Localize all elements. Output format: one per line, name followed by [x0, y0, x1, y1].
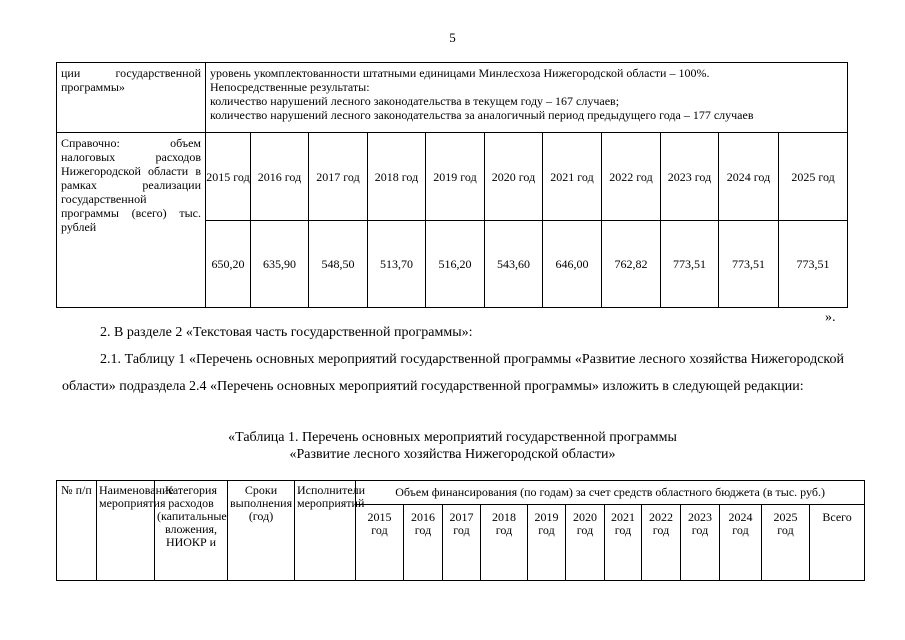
value-cell: 513,70: [368, 221, 426, 308]
year-cell: 2023 год: [661, 133, 719, 221]
years-row: [57, 133, 848, 221]
year-header: 2016 год: [404, 505, 443, 581]
col-executors-header: Исполнители мероприятий: [295, 481, 356, 581]
year-cell: 2017 год: [309, 133, 368, 221]
result-line: Непосредственные результаты:: [210, 80, 370, 94]
page-number: 5: [449, 30, 456, 45]
quote-end-mark: ».: [825, 310, 836, 325]
value-cell: 762,82: [602, 221, 661, 308]
result-line: количество нарушений лесного законодательства в текущем году – 167 случаев;: [210, 94, 620, 108]
value-cell: 773,51: [719, 221, 779, 308]
year-cell: 2025 год: [779, 133, 848, 221]
funding-header: Объем финансирования (по годам) за счет средств областного бюджета (в тыс. руб.): [356, 481, 865, 505]
year-header: 2021 год: [605, 505, 642, 581]
value-cell: 650,20: [206, 221, 251, 308]
year-header: 2018 год: [481, 505, 528, 581]
year-cell: 2024 год: [719, 133, 779, 221]
paragraph-section-2: 2. В разделе 2 «Текстовая часть государственной программы»:: [100, 325, 473, 340]
results-cell: [206, 63, 848, 133]
results-row: [57, 63, 848, 133]
col-name-header: Наименование мероприятия: [97, 481, 155, 581]
value-cell: 516,20: [426, 221, 485, 308]
year-cell: 2016 год: [251, 133, 309, 221]
col-deadline-header: Сроки выполнения (год): [228, 481, 295, 581]
program-summary-table: [56, 62, 848, 308]
value-cell: 773,51: [779, 221, 848, 308]
year-cell: 2022 год: [602, 133, 661, 221]
header-row: [57, 481, 865, 505]
col-category-header: Категория расходов (капитальные вложения, НИОКР и: [155, 481, 228, 581]
year-header: 2017 год: [443, 505, 481, 581]
value-cell: 646,00: [543, 221, 602, 308]
value-cell: 635,90: [251, 221, 309, 308]
paragraph-item-2-1: 2.1. Таблицу 1 «Перечень основных мероприятий государственной программы «Развитие лесного хозяйства Нижегородской области» подраздела 2.4 «Перечень основных мероприятий государственной программы» изложить в следующей редакции:: [62, 352, 844, 394]
value-cell: 543,60: [485, 221, 543, 308]
year-cell: 2021 год: [543, 133, 602, 221]
result-line: количество нарушений лесного законодательства за аналогичный период предыдущего года – 177 случаев: [210, 108, 754, 122]
year-header: 2015 год: [356, 505, 404, 581]
year-header: 2024 год: [720, 505, 762, 581]
year-cell: 2020 год: [485, 133, 543, 221]
year-header: 2020 год: [566, 505, 605, 581]
value-cell: 548,50: [309, 221, 368, 308]
value-cell: 773,51: [661, 221, 719, 308]
year-cell: 2015 год: [206, 133, 251, 221]
total-header: Всего: [810, 505, 865, 581]
table-title-line-1: «Таблица 1. Перечень основных мероприятий государственной программы: [228, 430, 677, 445]
tax-expenditure-label: Справочно: объем налоговых расходов Нижегородской области в рамках реализации государственной программы (всего) тыс. рублей: [57, 133, 206, 308]
year-header: 2023 год: [681, 505, 720, 581]
table-title-line-2: «Развитие лесного хозяйства Нижегородской области»: [289, 447, 616, 462]
col-number-header: № п/п: [57, 481, 97, 581]
year-header: 2019 год: [528, 505, 566, 581]
result-line: уровень укомплектованности штатными единицами Минлесхоза Нижегородской области – 100%.: [210, 66, 710, 80]
year-cell: 2018 год: [368, 133, 426, 221]
continued-label-cell: ции государственной программы»: [57, 63, 206, 133]
year-header: 2022 год: [642, 505, 681, 581]
year-header: 2025 год: [762, 505, 810, 581]
year-cell: 2019 год: [426, 133, 485, 221]
measures-table: [56, 480, 865, 581]
